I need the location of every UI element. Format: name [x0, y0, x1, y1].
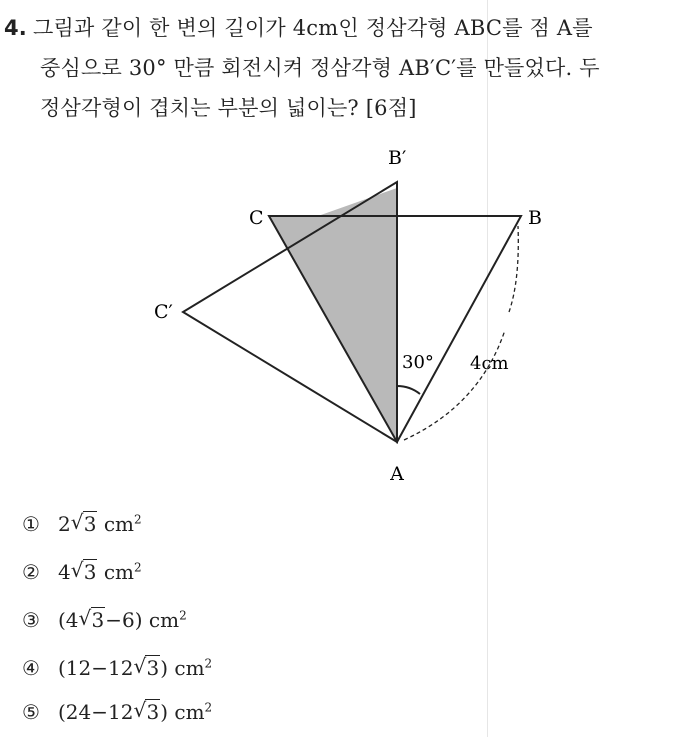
choice-prefix: (4	[58, 608, 79, 632]
problem-line-2: 중심으로 30° 만큼 회전시켜 정삼각형 AB′C′를 만들었다. 두	[40, 56, 600, 80]
choice-prefix: (12−12	[58, 656, 134, 680]
length-arc-upper	[509, 226, 518, 312]
problem-line-3: 정삼각형이 겹치는 부분의 넓이는? [6점]	[40, 96, 417, 120]
exponent: 2	[134, 560, 142, 575]
sqrt-symbol	[73, 560, 98, 584]
label-c: C	[249, 207, 264, 229]
radicand: 3	[146, 656, 160, 680]
choice-marker: ⑤	[22, 700, 40, 724]
choice-1[interactable]	[22, 512, 142, 536]
choice-prefix: 2	[58, 512, 71, 536]
radicand: 3	[83, 512, 97, 536]
choice-suffix: −6) cm	[105, 608, 180, 632]
label-length: 4cm	[470, 353, 509, 374]
choice-suffix: ) cm	[160, 656, 205, 680]
problem-number: 4.	[4, 16, 27, 40]
choice-marker: ②	[22, 560, 40, 584]
choice-prefix: 4	[58, 560, 71, 584]
sqrt-symbol	[81, 608, 106, 632]
choice-suffix: cm	[97, 560, 134, 584]
choice-marker: ③	[22, 608, 40, 632]
label-c-prime: C′	[154, 301, 173, 323]
label-angle: 30°	[402, 352, 434, 373]
radicand: 3	[83, 560, 97, 584]
angle-arc	[397, 386, 420, 394]
exponent: 2	[204, 656, 213, 671]
choice-3[interactable]	[22, 608, 187, 632]
choice-suffix: cm	[97, 512, 134, 536]
length-arc-lower	[404, 330, 505, 440]
sqrt-symbol	[73, 512, 98, 536]
choice-marker: ④	[22, 656, 40, 680]
exponent: 2	[134, 512, 142, 527]
label-b-prime: B′	[388, 147, 407, 169]
choice-5[interactable]	[22, 700, 212, 724]
radicand: 3	[146, 700, 160, 724]
choice-suffix: ) cm	[160, 700, 205, 724]
label-a: A	[390, 463, 404, 485]
choice-2[interactable]	[22, 560, 142, 584]
sqrt-symbol	[135, 656, 160, 680]
radicand: 3	[91, 608, 105, 632]
sqrt-symbol	[135, 700, 160, 724]
problem-text-1: 그림과 같이 한 변의 길이가 4cm인 정삼각형 ABC를 점 A를	[33, 16, 593, 40]
choice-prefix: (24−12	[58, 700, 134, 724]
exponent: 2	[179, 608, 187, 623]
exponent: 2	[204, 700, 213, 715]
label-b: B	[528, 207, 542, 229]
choice-marker: ①	[22, 512, 40, 536]
choice-4[interactable]	[22, 656, 212, 680]
